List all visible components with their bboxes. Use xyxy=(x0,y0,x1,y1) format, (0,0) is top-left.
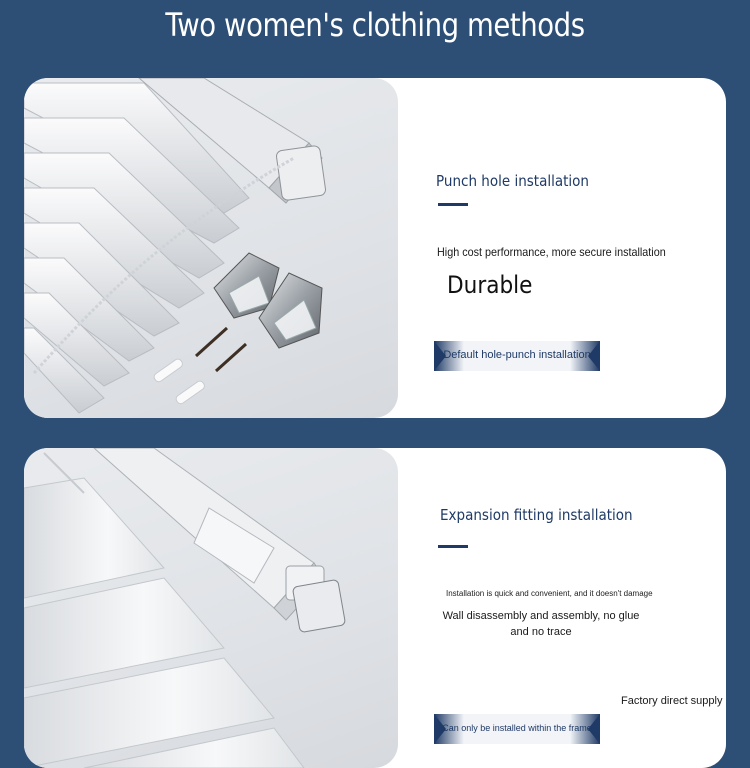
card-heading: Punch hole installation xyxy=(436,172,589,190)
punch-hole-card xyxy=(24,78,726,418)
blinds-expansion-illustration xyxy=(24,448,398,768)
expansion-fitting-product-photo xyxy=(24,448,398,768)
footer-note: Factory direct supply xyxy=(621,695,723,707)
punch-hole-product-photo xyxy=(24,78,398,418)
heading-accent-bar xyxy=(438,545,468,548)
card-description: Wall disassembly and assembly, no glue and no trace xyxy=(442,610,640,638)
tag-label: Default hole-punch installation xyxy=(443,349,591,361)
expansion-fitting xyxy=(286,566,346,633)
installation-tag xyxy=(434,714,600,744)
screws xyxy=(196,328,246,371)
tag-label: Can only be installed within the frame xyxy=(442,723,592,733)
installation-tag xyxy=(434,341,600,371)
wall-plugs xyxy=(153,358,206,406)
page-title: Two women's clothing methods xyxy=(165,6,585,44)
card-note: Installation is quick and convenient, and it doesn't damage xyxy=(446,589,653,598)
card-heading: Expansion fitting installation xyxy=(440,506,633,524)
blind-slats xyxy=(24,478,304,768)
highlight-text: Durable xyxy=(447,271,533,299)
expansion-fitting-card xyxy=(24,448,726,768)
card-description: High cost performance, more secure installation xyxy=(437,245,666,259)
blinds-brackets-illustration xyxy=(24,78,398,418)
heading-accent-bar xyxy=(438,203,468,206)
